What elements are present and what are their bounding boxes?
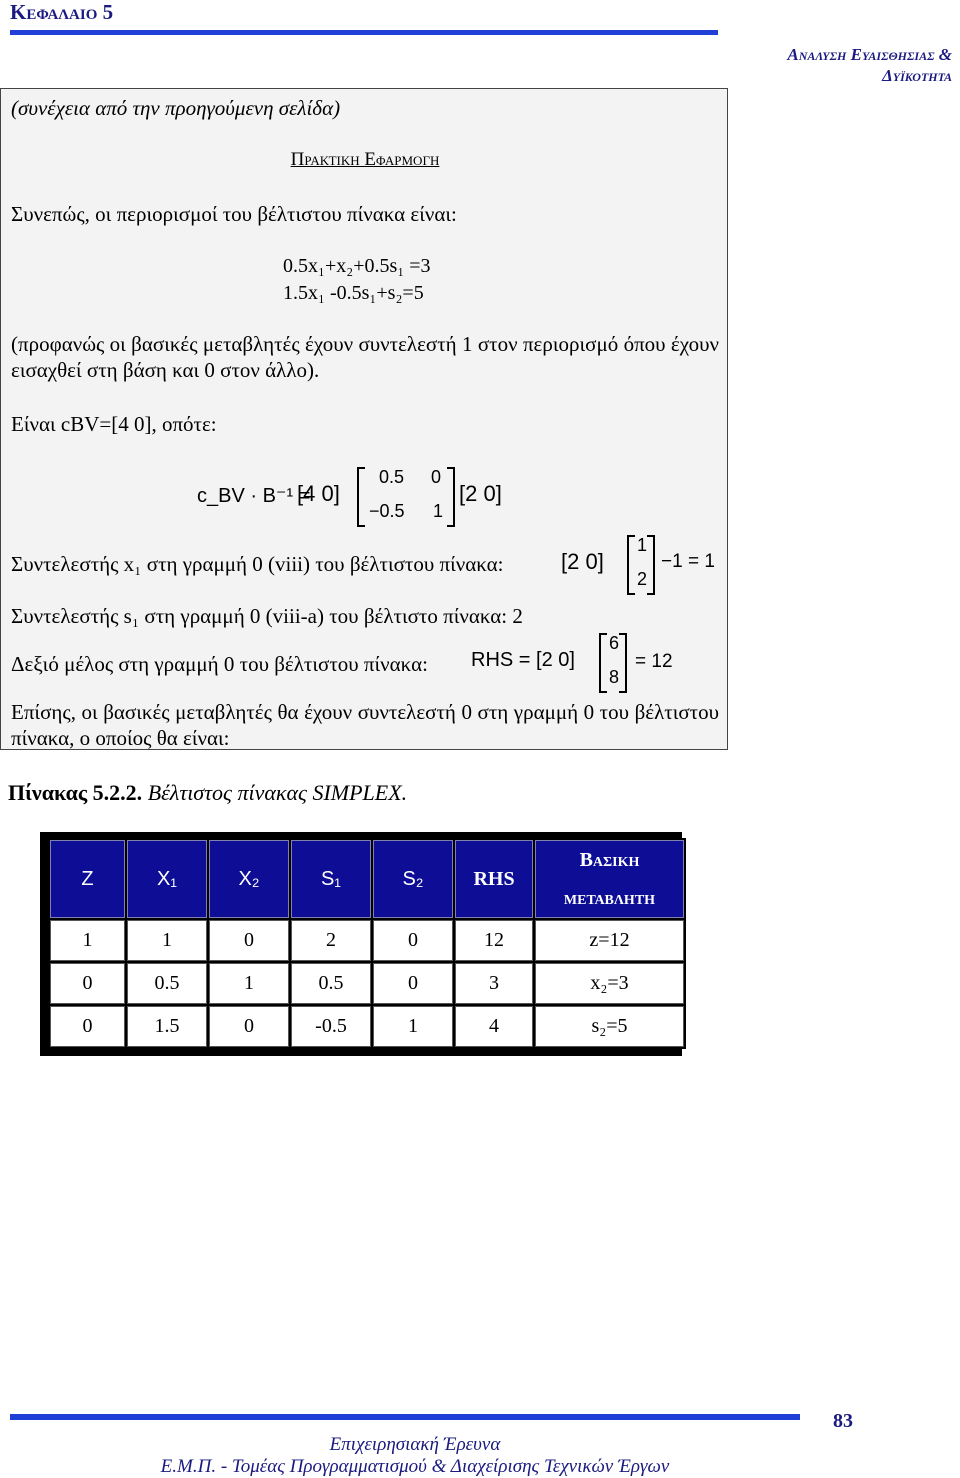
constraint-2: 1.5x₁ -0.5s₁+s₂=5 xyxy=(283,282,424,304)
footer-line-2: Ε.Μ.Π. - Τομέας Προγραμματισμού & Διαχείρισης Τεχνικών Έργων xyxy=(160,1456,670,1477)
table-caption xyxy=(8,780,407,806)
cell: 0 xyxy=(50,1006,125,1047)
table-row xyxy=(50,963,684,1004)
header-rule xyxy=(10,30,718,35)
cbv-line: Είναι cBV=[4 0], οπότε: xyxy=(11,412,217,436)
example-box xyxy=(0,88,728,750)
cell: 1 xyxy=(373,1006,453,1047)
col-header-s2: S₂ xyxy=(373,840,453,918)
table-header-row xyxy=(50,840,684,918)
col-header-x2: X₂ xyxy=(209,840,289,918)
rhs-row: RHS = [2 0] xyxy=(471,649,575,671)
cell: 1.5 xyxy=(127,1006,207,1047)
cell: 0.5 xyxy=(127,963,207,1004)
eq1-m22: 1 xyxy=(433,501,444,521)
rhs-left-bracket xyxy=(599,633,607,693)
basic-header-line-1: Βασικη xyxy=(579,849,640,871)
col-header-basic-variable xyxy=(535,840,684,918)
basic-header-line-2: μεταβλητη xyxy=(563,887,656,909)
rhs-right-bracket xyxy=(619,633,627,693)
closing-text: Επίσης, οι βασικές μεταβλητές θα έχουν συντελεστή 0 στη γραμμή 0 του βέλτιστου πίνακα, ο οποίος θα είναι: xyxy=(11,700,719,750)
eq1-matrix-right-bracket xyxy=(447,467,455,527)
section-title: Αναλυση Ευαισθησιας & Δυϊκοτητα xyxy=(787,45,952,85)
cell: 1 xyxy=(50,920,125,961)
eq1-m21: −0.5 xyxy=(369,501,405,521)
eq1-result: [2 0] xyxy=(459,481,502,506)
eq1-matrix-left-bracket xyxy=(357,467,365,527)
coef-x1-text: Συντελεστής x₁ στη γραμμή 0 (viii) του βέλτιστου πίνακα: xyxy=(11,552,504,576)
col-header-rhs: RHS xyxy=(455,840,533,918)
col-header-x1: X₁ xyxy=(127,840,207,918)
cell: -0.5 xyxy=(291,1006,371,1047)
eq1-m12: 0 xyxy=(431,467,442,487)
coef-x1-left-bracket xyxy=(627,535,635,595)
page-number: 83 xyxy=(833,1410,853,1432)
cell: 4 xyxy=(455,1006,533,1047)
col-header-s1: S₁ xyxy=(291,840,371,918)
cell: 12 xyxy=(455,920,533,961)
cell: 0 xyxy=(373,963,453,1004)
footer-rule xyxy=(10,1414,800,1420)
table-caption-label: Πίνακας 5.2.2. xyxy=(8,780,143,805)
cell: 1 xyxy=(209,963,289,1004)
continuation-note: (συνέχεια από την προηγούμενη σελίδα) xyxy=(11,96,341,120)
table-caption-title: Βέλτιστος πίνακας SIMPLEX. xyxy=(147,780,408,805)
coef-x1-row: [2 0] xyxy=(561,549,604,574)
example-heading: Πρακτικη Εφαρμογη xyxy=(290,149,440,170)
table-row xyxy=(50,920,684,961)
cell: 1 xyxy=(127,920,207,961)
coef-s1-text: Συντελεστής s₁ στη γραμμή 0 (viii-a) του βέλτιστο πίνακα: 2 xyxy=(11,604,523,628)
chapter-title: Κεφαλαιο 5 xyxy=(10,0,114,24)
cell: z=12 xyxy=(535,920,684,961)
simplex-table xyxy=(48,838,686,1049)
constraint-1: 0.5x₁+x₂+0.5s₁ =3 xyxy=(283,255,431,277)
eq1-lhs: c_BV · B⁻¹ = xyxy=(197,485,311,507)
col-header-z: Z xyxy=(50,840,125,918)
cell: 0 xyxy=(373,920,453,961)
basic-variables-note: (προφανώς οι βασικές μεταβλητές έχουν συντελεστή 1 στον περιορισμό όπου έχουν εισαχθεί στη βάση και 0 στον άλλο). xyxy=(11,332,719,382)
cell: 0 xyxy=(209,1006,289,1047)
cell: x₂=3 xyxy=(535,963,684,1004)
rhs-tail: = 12 xyxy=(635,651,673,672)
table-row xyxy=(50,1006,684,1047)
cell: 0 xyxy=(50,963,125,1004)
intro-text: Συνεπώς, οι περιορισμοί του βέλτιστου πίνακα είναι: xyxy=(11,202,457,226)
footer-line-1: Επιχειρησιακή Έρευνα xyxy=(329,1434,501,1455)
cell: 2 xyxy=(291,920,371,961)
eq1-m11: 0.5 xyxy=(379,467,405,487)
coef-x1-tail: −1 = 1 xyxy=(661,551,715,572)
coef-x1-col-2: 2 xyxy=(637,569,648,589)
coef-x1-col-1: 1 xyxy=(637,535,648,555)
rhs-col-2: 8 xyxy=(609,667,620,687)
coef-x1-right-bracket xyxy=(647,535,655,595)
cell: s₂=5 xyxy=(535,1006,684,1047)
cell: 0.5 xyxy=(291,963,371,1004)
rhs-col-1: 6 xyxy=(609,633,620,653)
eq1-row-vector: [4 0] xyxy=(297,481,340,506)
rhs-text: Δεξιό μέλος στη γραμμή 0 του βέλτιστου πίνακα: xyxy=(11,652,428,676)
cell: 0 xyxy=(209,920,289,961)
cell: 3 xyxy=(455,963,533,1004)
